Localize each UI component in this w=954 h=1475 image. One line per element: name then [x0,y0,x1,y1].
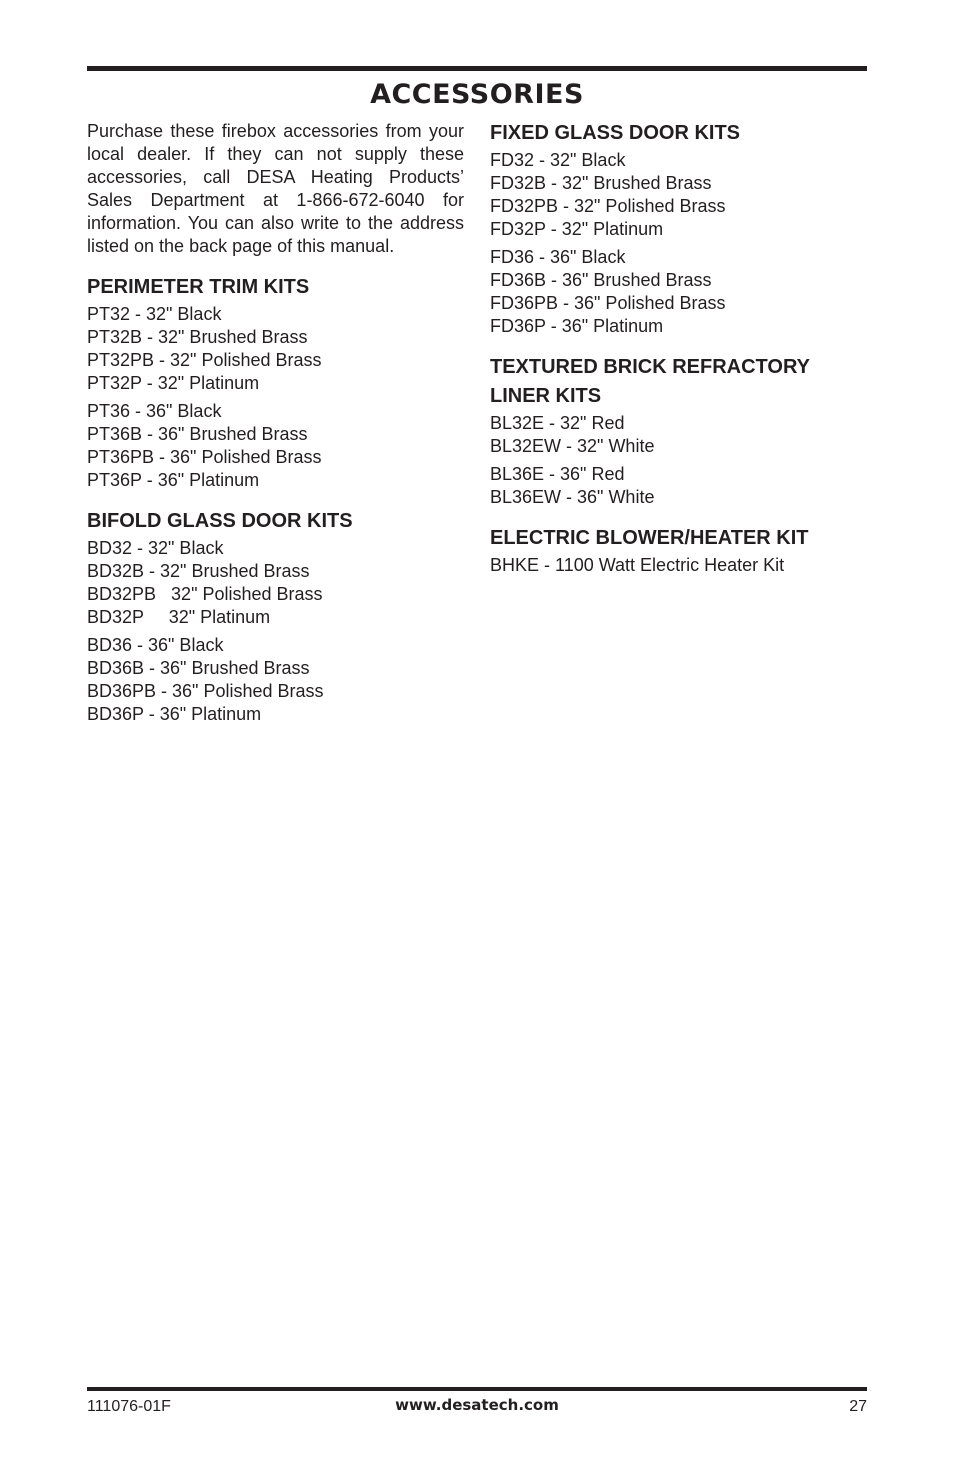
item-group [490,412,867,458]
blower-heater-section [490,525,867,577]
page-title: ACCESSORIES [370,79,584,110]
list-item: PT32B - 32" Brushed Brass [87,327,308,347]
item-group [490,246,867,338]
bifold-door-section [87,508,464,726]
list-item: FD32P - 32" Platinum [490,219,664,239]
list-item: PT36P - 36" Platinum [87,470,260,490]
section-heading: PERIMETER TRIM KITS [87,276,310,298]
list-item: FD32B - 32" Brushed Brass [490,173,712,193]
list-item: FD32 - 32" Black [490,150,626,170]
list-item: PT36PB - 36" Polished Brass [87,447,322,467]
doc-number: 111076-01F [87,1398,171,1415]
list-item: FD36B - 36" Brushed Brass [490,270,712,290]
list-item: PT32 - 32" Black [87,304,222,324]
list-item: BD36P - 36" Platinum [87,704,262,724]
right-column [490,120,867,593]
section-heading: BIFOLD GLASS DOOR KITS [87,510,353,532]
bottom-rule [87,1387,867,1391]
intro-paragraph: Purchase these firebox accessories from your local dealer. If they can not supply these accessories, call DESA Heating Products’ Sales Department at 1-866-672-6040 for information. You can also write to the address listed on the back page of this manual. [87,121,464,256]
list-item: BL32E - 32" Red [490,413,625,433]
page-number: 27 [849,1398,867,1415]
list-item: BD32B - 32" Brushed Brass [87,561,310,581]
website-url: www.desatech.com [395,1396,559,1414]
item-group [87,303,464,395]
perimeter-trim-section [87,274,464,492]
list-item: PT36 - 36" Black [87,401,222,421]
section-heading: ELECTRIC BLOWER/HEATER KIT [490,527,809,549]
item-group [87,634,464,726]
list-item: BD32PB 32" Polished Brass [87,584,323,604]
top-rule [87,66,867,71]
list-item: PT32P - 32" Platinum [87,373,260,393]
item-group [490,149,867,241]
list-item: FD36PB - 36" Polished Brass [490,293,726,313]
list-item: BD36PB - 36" Polished Brass [87,681,324,701]
brick-liner-section [490,354,867,509]
item-group [87,400,464,492]
fixed-door-section [490,120,867,338]
item-group [490,554,867,577]
list-item: FD36P - 36" Platinum [490,316,664,336]
list-item: BL36E - 36" Red [490,464,625,484]
item-group [87,537,464,629]
left-column [87,120,464,742]
list-item: BD32 - 32" Black [87,538,224,558]
list-item: FD36 - 36" Black [490,247,626,267]
list-item: BD36B - 36" Brushed Brass [87,658,310,678]
list-item: BL32EW - 32" White [490,436,655,456]
list-item: BD32P 32" Platinum [87,607,271,627]
section-heading: FIXED GLASS DOOR KITS [490,122,741,144]
list-item: BD36 - 36" Black [87,635,224,655]
list-item: PT36B - 36" Brushed Brass [87,424,308,444]
section-heading: TEXTURED BRICK REFRACTORY [490,356,811,378]
list-item: FD32PB - 32" Polished Brass [490,196,726,216]
list-item: BHKE - 1100 Watt Electric Heater Kit [490,555,785,575]
item-group [490,463,867,509]
list-item: PT32PB - 32" Polished Brass [87,350,322,370]
list-item: BL36EW - 36" White [490,487,655,507]
section-heading-cont: LINER KITS [490,385,602,407]
